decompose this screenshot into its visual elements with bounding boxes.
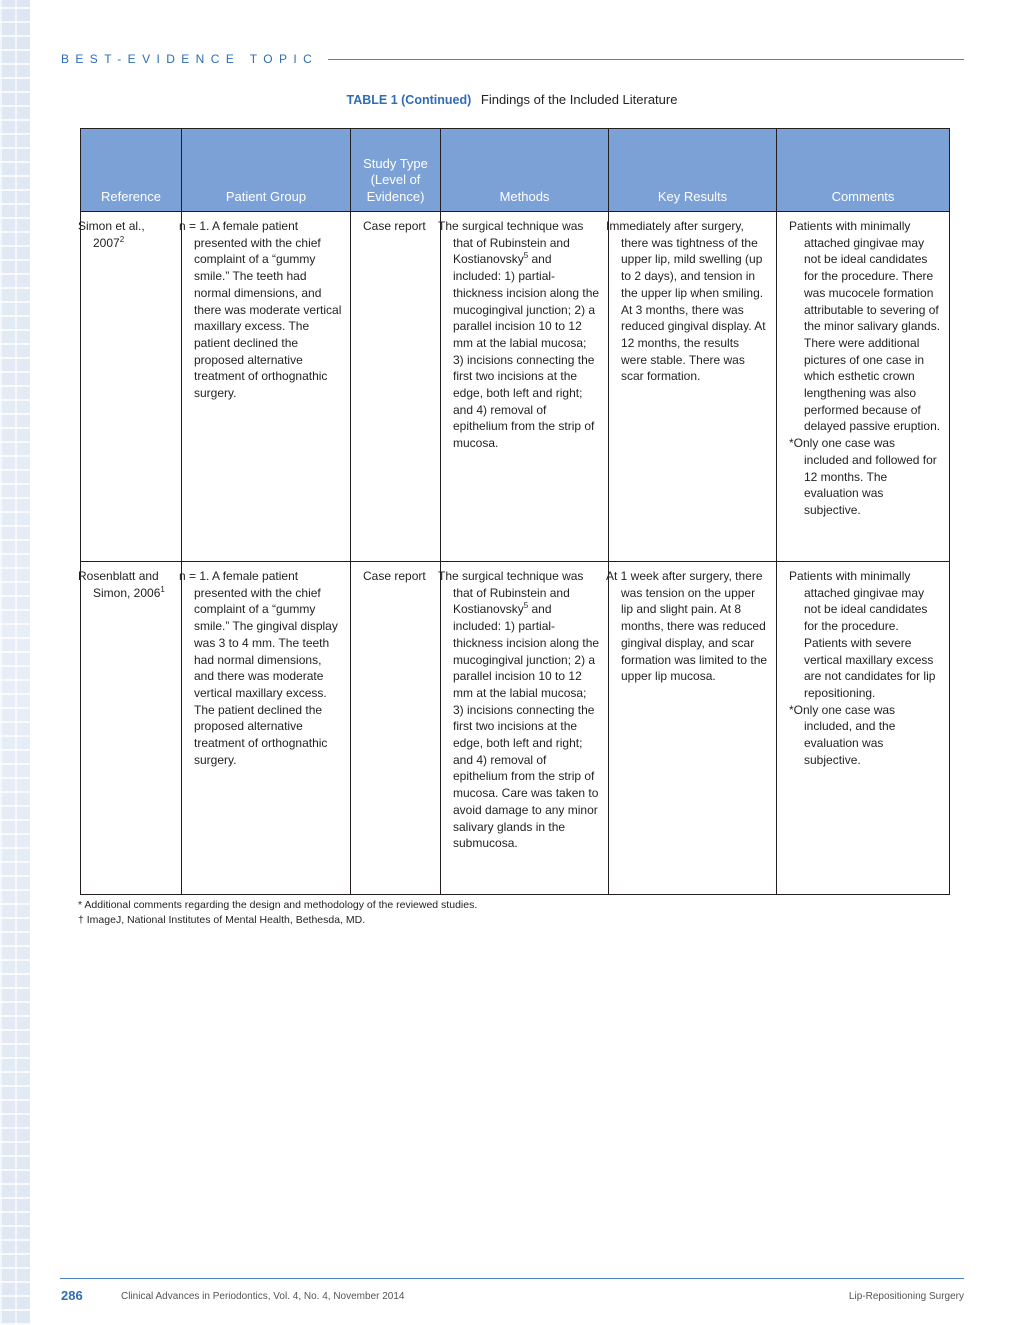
header-rule <box>328 59 964 60</box>
footer-rule <box>60 1278 964 1279</box>
table-label: TABLE 1 (Continued) <box>346 93 472 107</box>
patient-group-cell: n = 1. A female patient presented with the chief complaint of a “gummy smile.” The gingival display was 3 to 4 mm. The teeth had normal dimensions, and there was moderate vertical maxillary excess. The patient declined the proposed alternative treatment of orthognathic surgery. <box>182 562 351 895</box>
column-header-reference: Reference <box>81 129 182 212</box>
methods-cell: The surgical technique was that of Rubinstein and Kostianovsky$^5$ and included: 1) partial-thickness incision along the mucogingival junction; 2) a parallel incision 10 to 12 mm at the labial mucosa; 3) incisions connecting the first two incisions at the edge, both left and right; and 4) removal of epithelium from the strip of mucosa. <box>441 212 609 562</box>
journal-citation: Clinical Advances in Periodontics, Vol. 4, No. 4, November 2014 <box>121 1291 405 1302</box>
decorative-edge-strip <box>0 0 30 1325</box>
article-title: Lip-Repositioning Surgery <box>848 1291 964 1302</box>
column-header-key-results: Key Results <box>609 129 777 212</box>
column-header-study-type: Study Type (Level of Evidence) <box>351 129 441 212</box>
methods-cell: The surgical technique was that of Rubinstein and Kostianovsky$^5$ and included: 1) partial-thickness incision along the mucogingival junction; 2) a parallel incision 10 to 12 mm at the labial mucosa; 3) incisions connecting the first two incisions at the edge, both left and right; and 4) removal of epithelium from the strip of mucosa. Care was taken to avoid damage to any minor salivary glands in the submucosa. <box>441 562 609 895</box>
running-head: BEST-EVIDENCE TOPIC <box>61 52 319 66</box>
literature-table <box>80 128 950 895</box>
reference-cell: Simon et al., 2007$^2$ <box>81 212 182 562</box>
patient-group-cell: n = 1. A female patient presented with the chief complaint of a “gummy smile.” The teeth had normal dimensions, and there was moderate vertical maxillary excess. The patient declined the proposed alternative treatment of orthognathic surgery. <box>182 212 351 562</box>
reference-cell: Rosenblatt and Simon, 2006$^1$ <box>81 562 182 895</box>
table-caption <box>0 92 1024 107</box>
table-footnotes <box>78 898 477 928</box>
footnote: † ImageJ, National Institutes of Mental Health, Bethesda, MD. <box>78 914 366 926</box>
column-header-comments: Comments <box>777 129 950 212</box>
key-results-cell: At 1 week after surgery, there was tension on the upper lip and slight pain. At 8 months, there was reduced gingival display, and scar formation was limited to the upper lip mucosa. <box>609 562 777 895</box>
table-row <box>81 212 950 562</box>
comments-note: *Only one case was included and followed for 12 months. The evaluation was subjective. <box>789 436 937 517</box>
study-type-cell: Case report <box>351 562 441 895</box>
page-number: 286 <box>61 1288 83 1303</box>
comments-text: Patients with minimally attached gingivae may not be ideal candidates for the procedure. Patients with severe vertical maxillary excess are not candidates for lip repositioning. <box>789 569 936 700</box>
column-header-methods: Methods <box>441 129 609 212</box>
table-title: Findings of the Included Literature <box>480 92 678 107</box>
study-type-cell: Case report <box>351 212 441 562</box>
column-header-patient-group: Patient Group <box>182 129 351 212</box>
footnote: * Additional comments regarding the design and methodology of the reviewed studies. <box>78 899 478 911</box>
comments-note: *Only one case was included, and the evaluation was subjective. <box>789 702 896 767</box>
key-results-cell: Immediately after surgery, there was tightness of the upper lip, mild swelling (up to 2 days), and tension in the upper lip when smiling. At 3 months, there was reduced gingival display. At 12 months, the results were stable. There was scar formation. <box>609 212 777 562</box>
table-row <box>81 562 950 895</box>
comments-text: Patients with minimally attached gingivae may not be ideal candidates for the procedure. There was mucocele formation attributable to severing of the minor salivary glands. There were additional pictures of one case in which esthetic crown lengthening was also performed because of delayed passive eruption. <box>789 219 941 434</box>
comments-cell <box>777 562 950 895</box>
comments-cell <box>777 212 950 562</box>
table-header-row <box>81 129 950 212</box>
